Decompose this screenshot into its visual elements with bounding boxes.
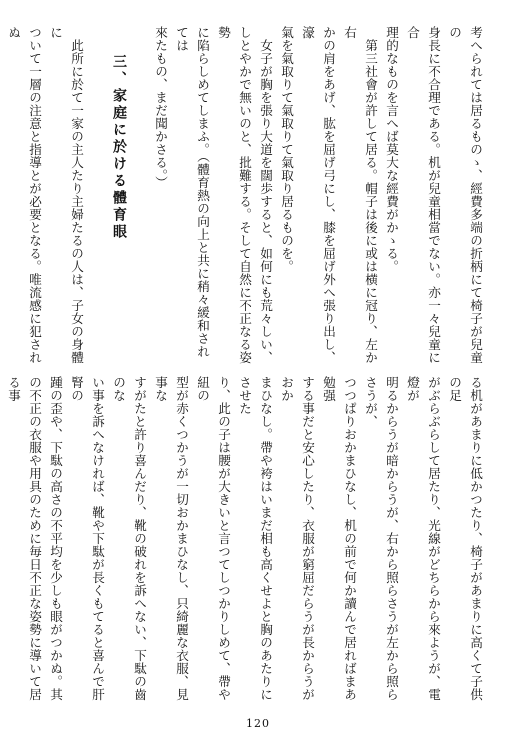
text-line: 氣を氣取りて氣取りて氣取り居るものを。 xyxy=(279,26,294,273)
text-line: 女子が胸を張り大道を闊歩すると、如何にも荒々しい、 xyxy=(258,26,273,364)
text-line: 考へられては居るものゝ、經費多端の折柄にて椅子が兒童の xyxy=(447,26,483,364)
text-line: 來たもの、まだ聞かさる。） xyxy=(153,26,168,189)
text-line: 踵の歪や、下駄の高さの不平均を少しも眼がつかぬ。其 xyxy=(48,376,63,701)
text-line xyxy=(0,376,3,711)
text-line xyxy=(0,26,3,364)
text-line: がぶらぶらして居たり、光線がどちらから來ようが、電燈が xyxy=(405,376,441,701)
text-line: ついて一層の注意と指導とが必要となる。唯流感に犯されぬ xyxy=(6,26,42,364)
section-heading: 三、家庭に於ける體育眼 xyxy=(111,54,127,241)
text-line: い事を訴へなければ、靴や下駄が長くもてると喜んで肝腎の xyxy=(69,376,105,701)
upper-text-block xyxy=(6,26,486,364)
text-line: する事だと安心したり、衣服が窮屈だらうが長からうがおか xyxy=(279,376,315,701)
text-line: 理的なものを言へば莫大な經費がかゝる。 xyxy=(384,26,399,273)
text-line: 此所に於て一家の主人たり主婦たるの人は、子女の身體に xyxy=(48,26,84,364)
text-line: 第三社會が許して居る。帽子は後に或は横に冠り、左か右 xyxy=(342,26,378,364)
text-line: に陷らしめてしまふ。（體育熱の向上と共に稍々緩和されては xyxy=(174,26,210,358)
text-line: つつぱりおかまひなし、机の前で何か讀んで居ればまあ勉强 xyxy=(321,376,357,701)
lower-text-block xyxy=(6,376,486,711)
text-line: まひなし。帶や袴はいまだ相も高くせよと胸のあたりにさせた xyxy=(237,376,273,701)
text-line: しとやかで無いのと、批難する。そして自然に不正なる姿勢 xyxy=(216,26,252,364)
page-number: 120 xyxy=(246,717,270,730)
text-line: る机があまりに低かつたり、椅子があまりに高くて子供の足 xyxy=(447,376,483,701)
text-line xyxy=(87,26,108,364)
text-line xyxy=(129,26,150,364)
text-line: り、此の子は腰が大きいと言つてしつかりしめて、帶や紐の xyxy=(195,376,231,701)
text-line: 明るからうが暗からうが、右から照らさうが左から照らさうが、 xyxy=(363,376,399,701)
text-line: すがたと許り喜んだり、靴の破れを訴へない、下駄の齒のな xyxy=(111,376,147,701)
text-line: の不正の衣服や用具のために毎日不正な姿勢に導いて居る事 xyxy=(6,376,42,701)
text-line: 身長に不合理である。机が兒童相當でない。亦一々兒童に合 xyxy=(405,26,441,364)
text-line: かの肩をあげ、肱を屈げ弓にし、膝を屈げ外へ張り出し、濠 xyxy=(300,26,336,364)
text-line: 型が赤くつかうが一切おかまひなし、只綺麗な衣服、見事な xyxy=(153,376,189,701)
